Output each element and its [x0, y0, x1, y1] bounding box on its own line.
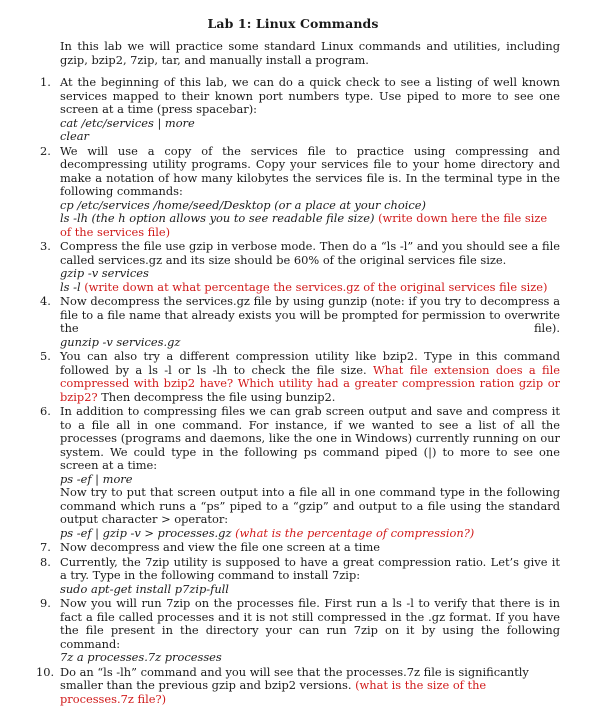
command-text: sudo apt-get install p7zip-full	[60, 583, 560, 597]
command-text: ps -ef | gzip -v > processes.gz	[60, 526, 235, 540]
list-item-9	[26, 597, 560, 665]
list-item-3	[26, 240, 560, 294]
command-text: 7z a processes.7z processes	[60, 651, 560, 665]
question-text: (write down at what percentage the services.gz of the original services file size)	[84, 280, 547, 294]
item-number: 4.	[40, 295, 58, 309]
list-item-7	[26, 541, 560, 555]
item-text: At the beginning of this lab, we can do a quick check to see a listing of well known services mapped to their known port numbers type. Use piped to more to see one screen at a time (press spacebar):	[60, 76, 560, 117]
command-text: gzip -v services	[60, 267, 560, 281]
item-text-cont: Now try to put that screen output into a file all in one command type in the following command which runs a “ps” piped to a “gzip” and output to a file using the standard output character > operator:	[60, 486, 560, 527]
list-item-8	[26, 556, 560, 597]
command-text: gunzip -v services.gz	[60, 336, 560, 350]
command-text: clear	[60, 130, 560, 144]
item-number: 2.	[40, 145, 58, 159]
item-text: Do an “ls -lh” command and you will see that the processes.7z file is significantly smaller than the previous gzip and bzip2 versions.	[60, 665, 529, 693]
item-number: 6.	[40, 405, 58, 419]
list-item-4	[26, 295, 560, 349]
question-text: (what is the percentage of compression?)	[235, 526, 474, 540]
list-item-2	[26, 145, 560, 240]
command-text: ls -lh (the h option allows you to see readable file size)	[60, 211, 378, 225]
item-number: 9.	[40, 597, 58, 611]
item-number: 3.	[40, 240, 58, 254]
item-text: In addition to compressing files we can grab screen output and save and compress it to a file all in one command. For instance, if we wanted to see a list of all the processes (programs and daemons, like the one in Windows) currently running on our system. We could type in the following ps command piped (|) to more to see one screen at a time:	[60, 405, 560, 473]
item-number: 10.	[36, 666, 54, 680]
command-text: ps -ef | more	[60, 473, 560, 487]
item-text-cont: Then decompress the file using bunzip2.	[98, 390, 336, 404]
item-text: Now decompress the services.gz file by using gunzip (note: if you try to decompress a file to a file name that already exists you will be prompted for permission to overwrite the	[60, 295, 560, 336]
item-number: 1.	[40, 76, 58, 90]
item-number: 8.	[40, 556, 58, 570]
list-item-5	[26, 350, 560, 404]
page-title: Lab 1: Linux Commands	[26, 16, 560, 31]
item-text: Now you will run 7zip on the processes file. First run a ls -l to verify that there is in fact a file called processes and it is not still compressed in the .gz format. If you have the file present in the directory your can run 7zip on it by using the following command:	[60, 597, 560, 651]
question-text: (what is the size of the processes.7z file?)	[60, 678, 486, 706]
item-text: Now decompress and view the file one screen at a time	[60, 541, 560, 555]
item-text: We will use a copy of the services file to practice using compressing and decompressing utility programs. Copy your services file to your home directory and make a notation of how many kilobytes the services file is. In the terminal type in the following commands:	[60, 145, 560, 199]
intro-paragraph: In this lab we will practice some standard Linux commands and utilities, including gzip, bzip2, 7zip, tar, and manually install a program.	[60, 39, 560, 67]
item-text: You can also try a different compression utility like bzip2. Type in this command followed by a ls -l or ls -lh to check the file size.	[60, 349, 560, 377]
item-text: Currently, the 7zip utility is supposed to have a great compression ratio. Let’s give it a try. Type in the following command to install 7zip:	[60, 556, 560, 583]
command-text: ls -l	[60, 280, 84, 294]
question-text: (write down here the file size of the services file)	[60, 211, 547, 239]
instruction-list	[26, 76, 560, 706]
item-number: 7.	[40, 541, 58, 555]
item-number: 5.	[40, 350, 58, 364]
item-text: Compress the file use gzip in verbose mode. Then do a “ls -l” and you should see a file called services.gz and its size should be 60% of the original services file size.	[60, 240, 560, 267]
list-item-1	[26, 76, 560, 144]
question-text: What file extension does a file compressed with bzip2 have? Which utility had a greater compression ration gzip or bzip2?	[60, 363, 560, 404]
list-item-6	[26, 405, 560, 540]
item-text-end: file).	[60, 322, 560, 336]
command-text: cat /etc/services | more	[60, 117, 560, 131]
command-text: cp /etc/services /home/seed/Desktop (or a place at your choice)	[60, 199, 560, 213]
